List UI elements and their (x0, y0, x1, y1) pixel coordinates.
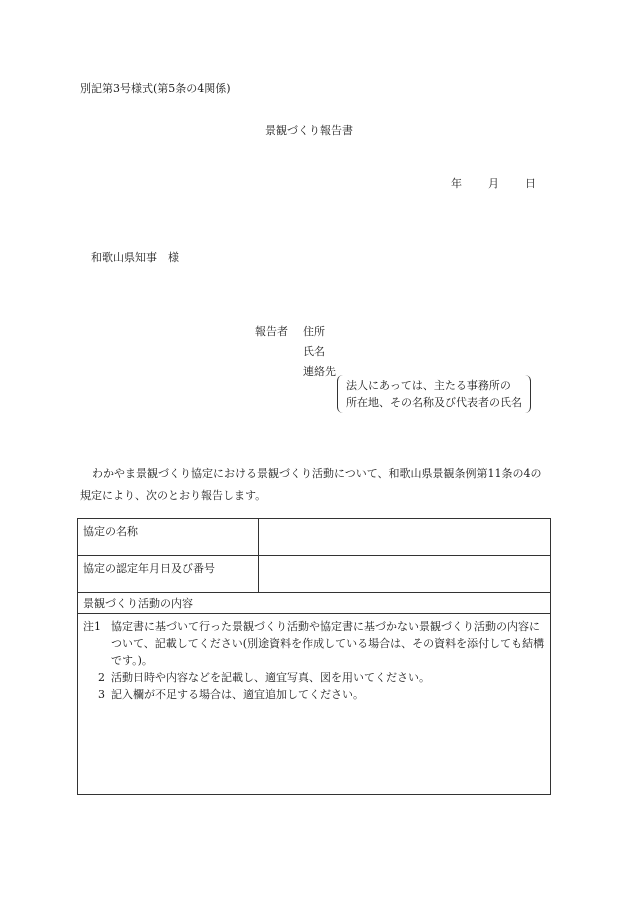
table-row (78, 593, 551, 614)
agreement-date-number-label: 協定の認定年月日及び番号 (78, 556, 259, 593)
report-table (77, 518, 551, 795)
body-text: わかやま景観づくり協定における景観づくり活動について、和歌山県景観条例第11条の4の規定により、次のとおり報告します。 (80, 467, 542, 502)
corporate-note-line1: 法人にあっては、主たる事務所の (346, 379, 511, 392)
document-title: 景観づくり報告書 (265, 124, 353, 137)
body-paragraph (80, 463, 550, 507)
agreement-date-number-field[interactable] (259, 556, 551, 593)
form-reference: 別記第3号様式(第5条の4関係) (80, 82, 231, 95)
corporate-note-line2: 所在地、その名称及び代表者の氏名 (346, 396, 522, 409)
note-text: 活動日時や内容などを記載し、適宜写真、図を用いてください。 (111, 671, 430, 684)
note-item (83, 618, 545, 669)
table-row (78, 614, 551, 795)
contact-label: 連絡先 (303, 365, 336, 378)
name-label: 氏名 (303, 345, 325, 358)
reporter-label: 報告者 (255, 325, 288, 338)
recipient: 和歌山県知事 様 (91, 251, 179, 264)
date-line (451, 175, 536, 191)
day-label: 日 (525, 177, 536, 190)
activity-content-label: 景観づくり活動の内容 (78, 593, 551, 614)
agreement-name-label: 協定の名称 (78, 519, 259, 556)
address-label: 住所 (303, 325, 325, 338)
note-number: 2 (98, 671, 105, 684)
note-text: 記入欄が不足する場合は、適宜追加してください。 (111, 688, 364, 701)
note-item (83, 669, 545, 686)
note-text: 協定書に基づいて行った景観づくり活動や協定書に基づかない景観づくり活動の内容について、記載してください(別途資料を作成している場合は、その資料を添付しても結構です。)。 (111, 620, 545, 667)
note-number: 注1 (83, 620, 101, 633)
note-number: 3 (98, 688, 105, 701)
activity-content-field[interactable] (78, 614, 551, 795)
note-item (83, 686, 545, 703)
table-row (78, 519, 551, 556)
table-row (78, 556, 551, 593)
month-label: 月 (488, 177, 499, 190)
year-label: 年 (451, 177, 462, 190)
corporate-note (337, 375, 531, 413)
agreement-name-field[interactable] (259, 519, 551, 556)
